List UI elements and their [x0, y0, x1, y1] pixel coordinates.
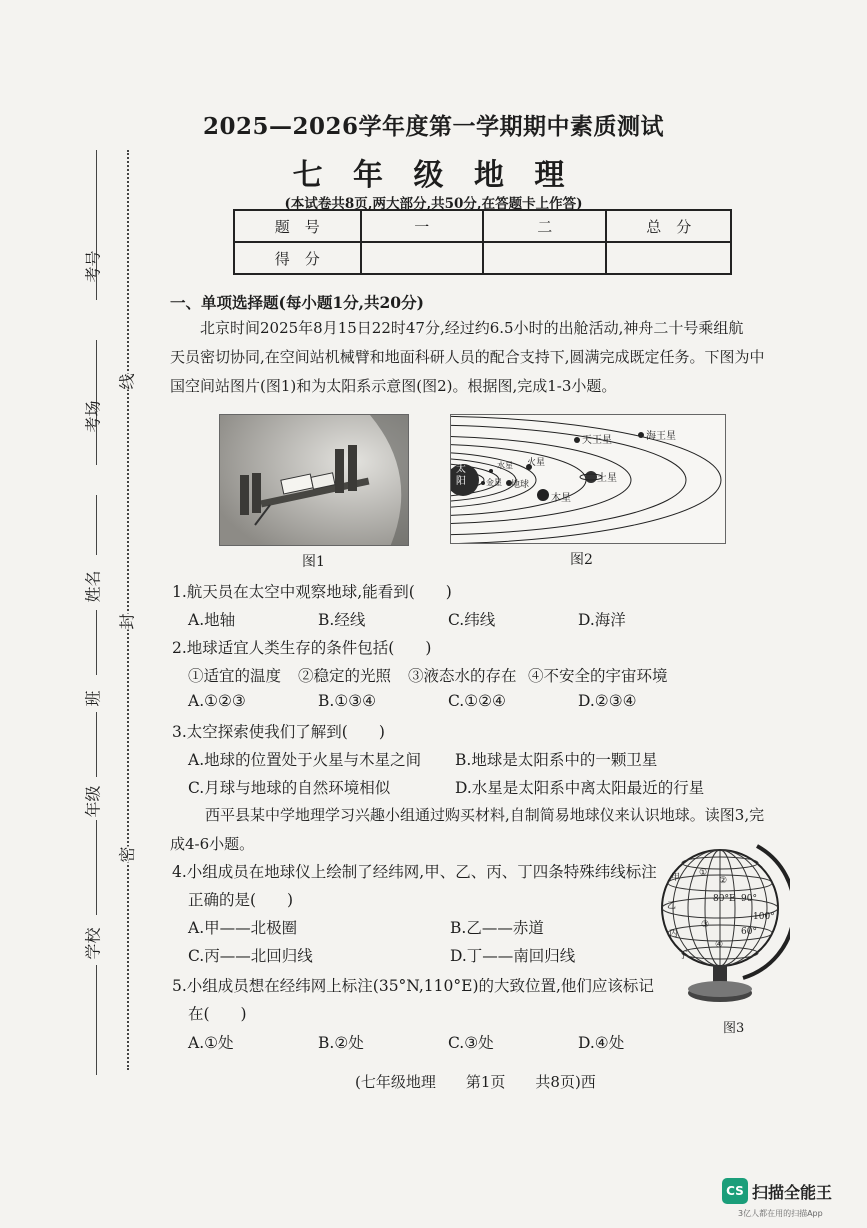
- score-table-cell: 题 号: [234, 210, 361, 242]
- score-table-cell: 二: [483, 210, 606, 242]
- label-grade: 年级: [83, 785, 103, 818]
- globe-label: 100°: [753, 912, 775, 922]
- page-footer: (七年级地理 第1页 共8页)西: [355, 1073, 596, 1091]
- question-5-option-c: C.③处: [448, 1034, 494, 1052]
- answer-line: [96, 610, 97, 675]
- uranus-label: 天王星: [582, 435, 612, 446]
- figure1-space-station: [219, 414, 409, 546]
- dotted-seal-line: [127, 150, 129, 1070]
- question-4-stem: 正确的是( ): [188, 891, 294, 909]
- sun-label: 太阳: [456, 464, 466, 487]
- intro2-line: 西平县某中学地理学习兴趣小组通过购买材料,自制简易地球仪来认识地球。读图3,完: [205, 806, 765, 824]
- question-5-option-d: D.④处: [578, 1034, 625, 1052]
- question-5-stem: 在( ): [188, 1005, 247, 1023]
- score-table-cell: [361, 242, 483, 274]
- question-4-option-a: A.甲——北极圈: [188, 919, 298, 937]
- figure2-solar-system: [450, 414, 726, 544]
- score-table-cell: [606, 242, 731, 274]
- globe-label: 乙: [667, 901, 677, 911]
- label-exam-number: 考号: [83, 250, 103, 283]
- question-3-option-b: B.地球是太阳系中的一颗卫星: [455, 751, 658, 769]
- question-1-option-d: D.海洋: [578, 611, 626, 629]
- globe-label: ④: [715, 940, 724, 950]
- question-3-option-c: C.月球与地球的自然环境相似: [188, 779, 391, 797]
- mercury-label: 水星: [497, 461, 513, 470]
- question-2-stem: 2.地球适宜人类生存的条件包括( ): [172, 639, 432, 657]
- space-station-image: [220, 415, 409, 546]
- label-school: 学校: [83, 927, 103, 960]
- question-5-stem: 5.小组成员想在经纬网上标注(35°N,110°E)的大致位置,他们应该标记: [172, 977, 654, 995]
- globe-label: 80°E: [713, 894, 736, 904]
- question-2-condition: ④不安全的宇宙环境: [528, 667, 668, 685]
- question-3-option-d: D.水星是太阳系中离太阳最近的行星: [455, 779, 705, 797]
- globe-label: ①: [699, 868, 708, 878]
- scanner-tagline: 3亿人都在用的扫描App: [738, 1209, 823, 1218]
- question-4-option-c: C.丙——北回归线: [188, 947, 313, 965]
- jupiter-label: 木星: [551, 493, 571, 504]
- globe-label: 甲: [671, 873, 681, 883]
- globe-label: 丙: [669, 929, 679, 939]
- intro-line: 北京时间2025年8月15日22时47分,经过约6.5小时的出舱活动,神舟二十号乘组航: [200, 319, 744, 337]
- globe-label: 60°: [741, 927, 757, 937]
- question-4-option-b: B.乙——赤道: [450, 919, 544, 937]
- label-class: 班: [83, 690, 103, 707]
- question-2-condition: ①适宜的温度: [188, 667, 282, 685]
- scanner-watermark: [718, 1172, 863, 1222]
- question-2-option-a: A.①②③: [188, 692, 246, 710]
- question-5-option-b: B.②处: [318, 1034, 364, 1052]
- figure1-caption: 图1: [302, 554, 325, 570]
- intro-line: 国空间站图片(图1)和为太阳系示意图(图2)。根据图,完成1-3小题。: [170, 377, 617, 395]
- exam-note: (本试卷共8页,两大部分,共50分,在答题卡上作答): [284, 196, 583, 212]
- seal-word-line: 线: [115, 373, 138, 389]
- earth-label: 地球: [511, 480, 530, 490]
- score-table-cell: 一: [361, 210, 483, 242]
- globe-label: ②: [719, 876, 728, 886]
- answer-line: [96, 712, 97, 777]
- question-1-option-c: C.纬线: [448, 611, 496, 629]
- question-4-option-d: D.丁——南回归线: [450, 947, 576, 965]
- answer-line: [96, 495, 97, 555]
- neptune-label: 海王星: [646, 431, 676, 442]
- question-2-option-d: D.②③④: [578, 692, 637, 710]
- label-name: 姓名: [83, 570, 103, 603]
- intro2-line: 成4-6小题。: [170, 835, 255, 853]
- score-table-cell: 得 分: [234, 242, 361, 274]
- question-5-option-a: A.①处: [188, 1034, 234, 1052]
- answer-line: [96, 965, 97, 1075]
- globe-diagram: [655, 828, 790, 1018]
- scanner-name: 扫描全能王: [752, 1183, 833, 1202]
- saturn-label: 土星: [597, 473, 617, 484]
- subject-title: 七 年 级 地 理: [292, 158, 575, 193]
- score-table: [233, 209, 732, 275]
- question-1-stem: 1.航天员在太空中观察地球,能看到( ): [172, 583, 452, 601]
- globe-label: 丁: [679, 951, 689, 961]
- seal-word-secret: 密: [115, 846, 138, 862]
- question-2-option-c: C.①②④: [448, 692, 506, 710]
- seal-word-seal: 封: [115, 613, 138, 629]
- scanner-logo: CS: [722, 1178, 748, 1204]
- question-3-option-a: A.地球的位置处于火星与木星之间: [188, 751, 422, 769]
- label-exam-room: 考场: [83, 400, 103, 433]
- figure2-caption: 图2: [570, 552, 593, 568]
- question-1-option-b: B.经线: [318, 611, 366, 629]
- section-heading: 一、单项选择题(每小题1分,共20分): [170, 293, 424, 312]
- answer-line: [96, 820, 97, 915]
- question-3-stem: 3.太空探索使我们了解到( ): [172, 723, 385, 741]
- figure3-globe: [655, 828, 790, 1018]
- question-4-stem: 4.小组成员在地球仪上绘制了经纬网,甲、乙、丙、丁四条特殊纬线标注: [172, 863, 657, 881]
- globe-label: 90°: [741, 894, 757, 904]
- mars-label: 火星: [527, 458, 546, 468]
- globe-label: ③: [701, 920, 710, 930]
- score-table-cell: 总 分: [606, 210, 731, 242]
- question-2-condition: ②稳定的光照: [298, 667, 392, 685]
- question-1-option-a: A.地轴: [188, 611, 236, 629]
- venus-label: 金星: [486, 478, 502, 487]
- exam-title: 2025—2026学年度第一学期期中素质测试: [202, 113, 665, 140]
- figure3-caption: 图3: [723, 1021, 745, 1036]
- question-2-condition: ③液态水的存在: [408, 667, 517, 685]
- question-2-option-b: B.①③④: [318, 692, 377, 710]
- score-table-cell: [483, 242, 606, 274]
- intro-line: 天员密切协同,在空间站机械臂和地面科研人员的配合支持下,圆满完成既定任务。下图为中: [170, 348, 765, 366]
